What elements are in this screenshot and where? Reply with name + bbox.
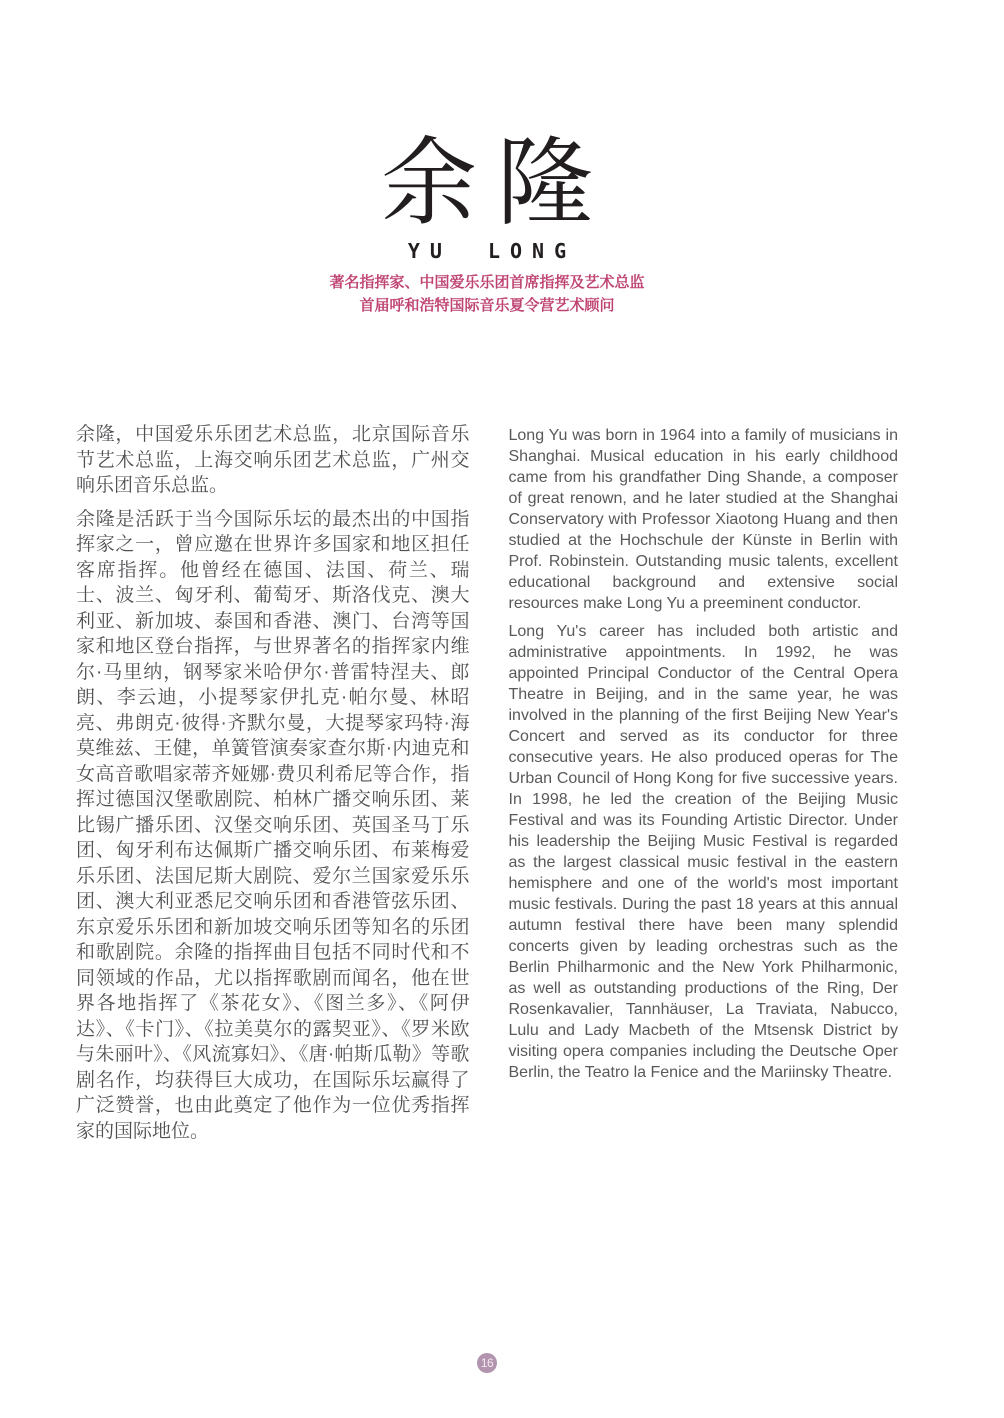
artist-credentials [76, 271, 898, 317]
biography-en-paragraph-2: Long Yu's career has included both artistic and administrative appointments. In 1992, he was appointed Principal Conductor of the Central Opera Theatre in Beijing, and in the same year, he was involved in the planning of the first Beijing New Year's Concert and served as its conductor for three consecutive years. He also produced operas for The Urban Council of Hong Kong for five successive years. In 1998, he led the creation of the Beijing Music Festival and was its Founding Artistic Director. Under his leadership the Beijing Music Festival is regarded as the largest classical music festival in the eastern hemisphere and one of the world's most important music festivals. During the past 18 years at this annual autumn festival there have been many splendid concerts given by leading orchestras such as the Berlin Philharmonic and the New York Philharmonic, as well as outstanding productions of the Ring, Der Rosenkavalier, Tannhäuser, La Traviata, Nabucco, Lulu and Lady Macbeth of the Mtsensk District by visiting opera companies including the Deutsche Oper Berlin, the Teatro la Fenice and the Mariinsky Theatre. [508, 623, 898, 1081]
biography-columns [76, 422, 898, 1152]
biography-en-paragraph-1: Long Yu was born in 1964 into a family of musicians in Shanghai. Musical education in his early childhood came from his grandfather Ding Shande, a composer of great renown, and he later studied at the Shanghai Conservatory with Professor Xiaotong Huang and then studied at the Hochschule der Künste in Berlin with Prof. Robinstein. Outstanding music talents, excellent educational background and extensive social resources make Long Yu a preeminent conductor. [508, 427, 898, 612]
artist-name-english: YU LONG [407, 239, 577, 264]
biography-zh-paragraph-2: 余隆是活跃于当今国际乐坛的最杰出的中国指挥家之一，曾应邀在世界许多国家和地区担任客席指挥。他曾经在德国、法国、荷兰、瑞士、波兰、匈牙利、葡萄牙、斯洛伐克、澳大利亚、新加坡、泰国和香港、澳门、台湾等国家和地区登台指挥，与世界著名的指挥家内维尔·马里纳，钢琴家米哈伊尔·普雷特涅夫、郎朗、李云迪，小提琴家伊扎克·帕尔曼、林昭亮、弗朗克·彼得·齐默尔曼，大提琴家玛特·海莫维兹、王健，单簧管演奏家查尔斯·内迪克和女高音歌唱家蒂齐娅娜·费贝利希尼等合作，指挥过德国汉堡歌剧院、柏林广播交响乐团、莱比锡广播乐团、汉堡交响乐团、英国圣马丁乐团、匈牙利布达佩斯广播交响乐团、布莱梅爱乐乐团、法国尼斯大剧院、爱尔兰国家爱乐乐团、澳大利亚悉尼交响乐团和香港管弦乐团、东京爱乐乐团和新加坡交响乐团等知名的乐团和歌剧院。余隆的指挥曲目包括不同时代和不同领域的作品，尤以指挥歌剧而闻名，他在世界各地指挥了《茶花女》、《图兰多》、《阿伊达》、《卡门》、《拉美莫尔的露契亚》、《罗米欧与朱丽叶》、《风流寡妇》、《唐·帕斯瓜勒》等歌剧名作，均获得巨大成功，在国际乐坛赢得了广泛赞誉，也由此奠定了他作为一位优秀指挥家的国际地位。 [76, 508, 470, 1142]
credential-line-1: 著名指挥家、中国爱乐乐团首席指挥及艺术总监 [329, 274, 645, 292]
biography-chinese [76, 422, 470, 1152]
biography-english [509, 422, 899, 1090]
page-number-badge [477, 1353, 497, 1373]
biography-zh-paragraph-1: 余隆，中国爱乐乐团艺术总监，北京国际音乐节艺术总监，上海交响乐团艺术总监，广州交响乐团音乐总监。 [76, 424, 470, 496]
page-content [76, 0, 898, 1418]
credential-line-2: 首届呼和浩特国际音乐夏令营艺术顾问 [359, 297, 615, 315]
artist-header [76, 0, 898, 317]
page-number: 16 [480, 1356, 494, 1370]
artist-name-chinese: 余隆 [381, 127, 613, 239]
